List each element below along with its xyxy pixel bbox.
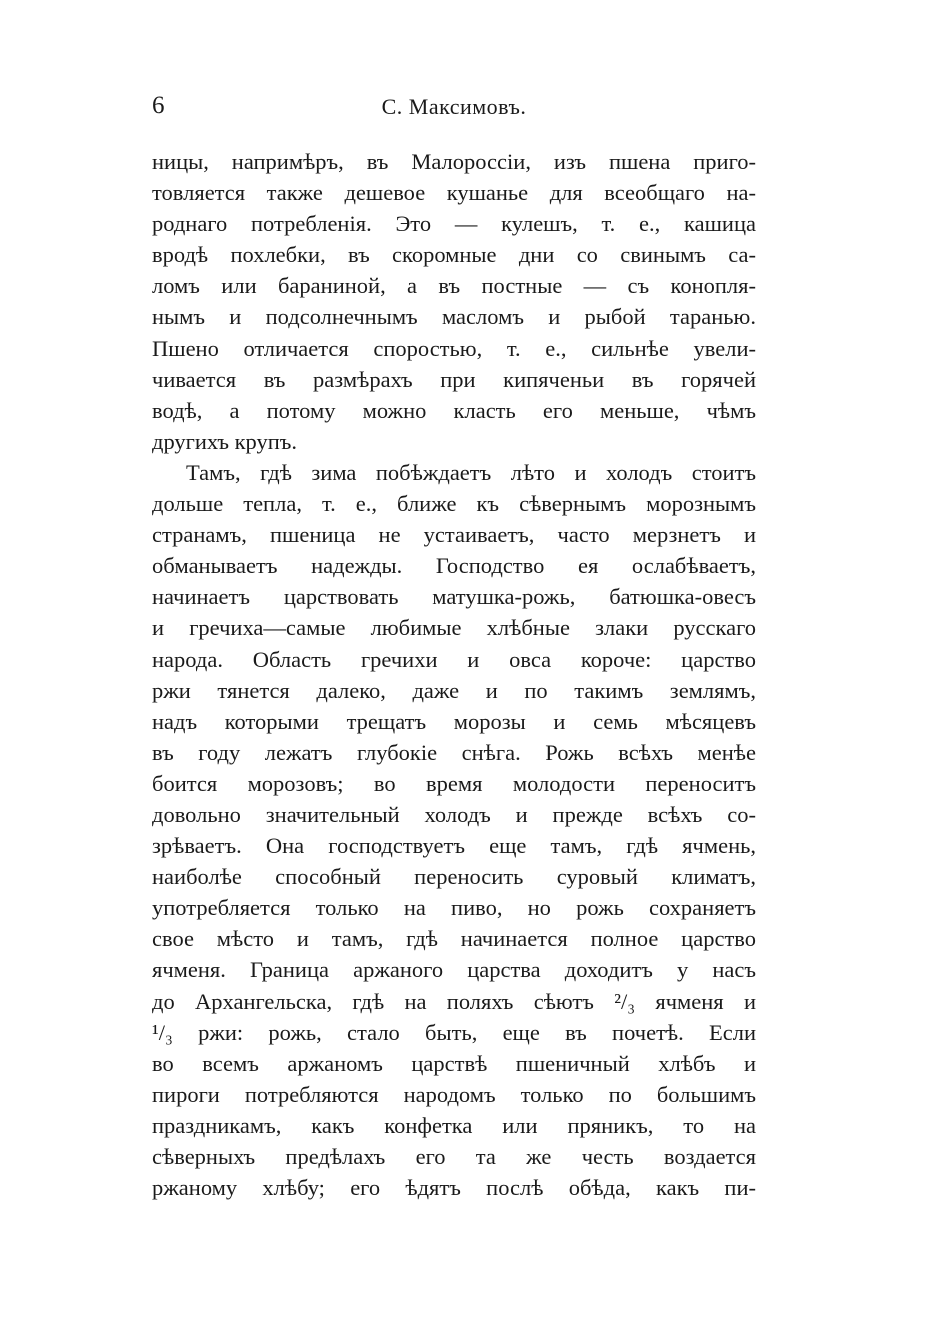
- text-line: зрѣваетъ. Она господствуетъ еще тамъ, гдѣ ячмень,: [152, 833, 756, 859]
- text-line: Тамъ, гдѣ зима побѣждаетъ лѣто и холодъ стоитъ: [186, 459, 756, 485]
- page-number: 6: [152, 92, 165, 119]
- text-line: странамъ, пшеница не устаиваетъ, часто мерзнетъ и: [152, 522, 756, 548]
- text-line: надъ которыми трещатъ морозы и семь мѣсяцевъ: [152, 708, 756, 734]
- text-line: во всемъ аржаномъ царствѣ пшеничный хлѣбъ и: [152, 1050, 756, 1076]
- text-line: обманываетъ надежды. Господство ея ослабѣваетъ,: [152, 553, 756, 579]
- text-line: ржаному хлѣбу; его ѣдятъ послѣ обѣда, какъ пи-: [152, 1175, 756, 1201]
- text-line: дольше тепла, т. е., ближе къ сѣвернымъ морознымъ: [152, 491, 756, 517]
- paragraph: [152, 457, 756, 1203]
- text-line: пироги потребляются народомъ только по большимъ: [152, 1081, 756, 1107]
- text-line: роднаго потребленія. Это — кулешъ, т. е., кашица: [152, 211, 756, 237]
- text-line: употребляется только на пиво, но рожь сохраняетъ: [152, 895, 756, 921]
- text-line: чивается въ размѣрахъ при кипяченьи въ горячей: [152, 366, 756, 392]
- text-line: въ году лежатъ глубокіе снѣга. Рожь всѣхъ менѣе: [152, 739, 756, 765]
- page-body: [152, 146, 756, 1203]
- text-line: начинаетъ царствовать матушка-рожь, батюшка-овесъ: [152, 584, 756, 610]
- page-header: [152, 92, 756, 126]
- text-line: свое мѣсто и тамъ, гдѣ начинается полное царство: [152, 926, 756, 952]
- text-line: вродѣ похлебки, въ скоромные дни со свинымъ са-: [152, 242, 756, 268]
- text-line: Пшено отличается споростью, т. е., сильнѣе увели-: [152, 335, 756, 361]
- text-line: ¹/₃ ржи: рожь, стало быть, еще въ почетѣ. Если: [152, 1019, 756, 1045]
- text-line: ницы, напримѣръ, въ Малороссіи, изъ пшена приго-: [152, 149, 756, 174]
- paragraph: [152, 146, 756, 457]
- text-line: наиболѣе способный переносить суровый климатъ,: [152, 864, 756, 890]
- text-line: народа. Область гречихи и овса короче: царство: [152, 646, 756, 672]
- text-line: товляется также дешевое кушанье для всеобщаго на-: [152, 180, 756, 206]
- text-line: водѣ, а потому можно класть его меньше, чѣмъ: [152, 397, 756, 423]
- text-line: другихъ крупъ.: [152, 428, 298, 454]
- text-line: ячменя. Граница аржаного царства доходитъ у насъ: [152, 957, 756, 983]
- text-line: боится морозовъ; во время молодости переноситъ: [152, 770, 756, 796]
- text-line: нымъ и подсолнечнымъ масломъ и рыбой таранью.: [152, 304, 756, 330]
- text-line: ломъ или бараниной, а въ постные — съ конопля-: [152, 273, 756, 299]
- text-line: и гречиха—самые любимые хлѣбные злаки русскаго: [152, 615, 756, 641]
- text-line: сѣверныхъ предѣлахъ его та же честь воздается: [152, 1144, 756, 1169]
- running-head: С. Максимовъ.: [381, 94, 527, 119]
- text-line: до Архангельска, гдѣ на поляхъ сѣютъ ²/₃ ячменя и: [152, 988, 756, 1014]
- text-line: ржи тянется далеко, даже и по такимъ землямъ,: [152, 677, 756, 703]
- text-line: праздникамъ, какъ конфетка или пряникъ, то на: [152, 1112, 756, 1138]
- text-line: довольно значительный холодъ и прежде всѣхъ со-: [152, 801, 756, 827]
